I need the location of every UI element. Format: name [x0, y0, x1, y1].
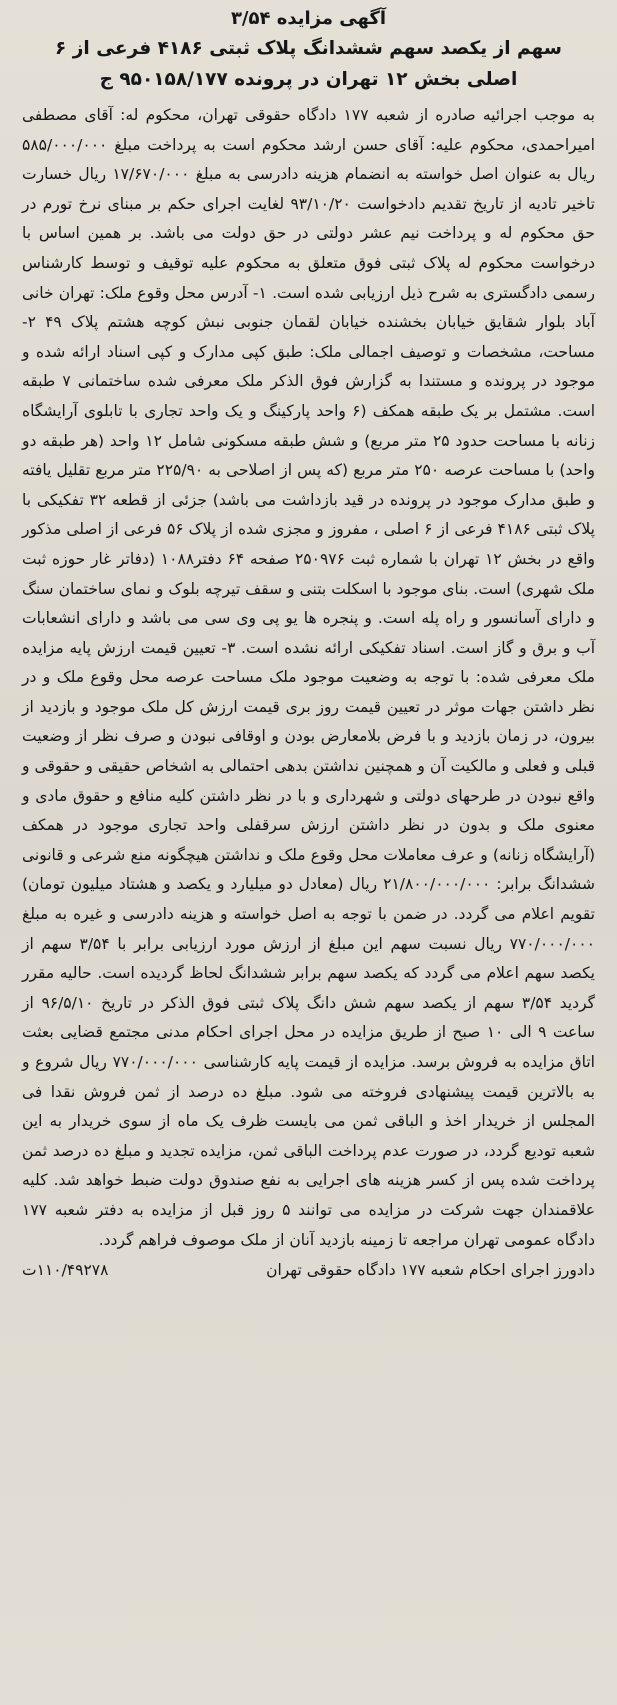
- notice-subtitle: [22, 33, 595, 95]
- subtitle-line-1: سهم از یکصد سهم ششدانگ پلاک ثبتی ۴۱۸۶ فرعی از ۶: [55, 38, 562, 59]
- notice-title: آگهی مزایده ۳/۵۴: [230, 8, 387, 29]
- subtitle-line-2: اصلی بخش ۱۲ تهران در پرونده ۹۵۰۱۵۸/۱۷۷ ج: [99, 69, 518, 90]
- notice-signature: دادورز اجرای احکام شعبه ۱۷۷ دادگاه حقوقی تهران: [266, 1261, 595, 1280]
- notice-body: به موجب اجرائیه صادره از شعبه ۱۷۷ دادگاه حقوقی تهران، محکوم له: آقای مصطفی امیراحمدی، محکوم علیه: آقای حسن ارشد محکوم است به پرداخت مبلغ ۵۸۵/۰۰۰/۰۰۰ ریال به عنوان اصل خواسته به انضمام هزینه دادرسی به مبلغ ۱۷/۶۷۰/۰۰۰ ریال خسارت تاخیر تادیه از تاریخ تقدیم دادخواست ۹۳/۱۰/۲۰ لغایت اجرای حکم بر مبنای نرخ تورم در حق محکوم له و پرداخت نیم عشر دولتی در حق دولت می باشد. بر همین اساس با درخواست محکوم له پلاک ثبتی فوق متعلق به محکوم علیه توقیف و توسط کارشناس رسمی دادگستری به شرح ذیل ارزیابی شده است. ۱- آدرس محل وقوع ملک: تهران خانی آباد بلوار شقایق خیابان بخشنده خیابان لقمان جنوبی نبش کوچه هشتم پلاک ۴۹ ۲- مساحت، مشخصات و توصیف اجمالی ملک: طبق کپی مدارک و کپی اسناد ارائه شده و موجود در پرونده و مستندا به گزارش فوق الذکر ملک معرفی شده ساختمانی ۷ طبقه است. مشتمل بر یک طبقه همکف (۶ واحد پارکینگ و یک واحد تجاری با تابلوی آرایشگاه زنانه با مساحت حدود ۲۵ متر مربع) و شش طبقه مسکونی شامل ۱۲ واحد (هر طبقه دو واحد) با مساحت عرصه ۲۵۰ متر مربع (که پس از اصلاحی به ۲۲۵/۹۰ متر مربع تقلیل یافته و طبق مدارک موجود در پرونده در قید بازداشت می باشد) جزئی از قطعه ۳۲ تفکیکی با پلاک ثبتی ۴۱۸۶ فرعی از ۶ اصلی ، مفروز و مجزی شده از پلاک ۵۶ فرعی از اصلی مذکور واقع در بخش ۱۲ تهران با شماره ثبت ۲۵۰۹۷۶ صفحه ۶۴ دفتر۱۰۸۸ (دفاتر غار حوزه ثبت ملک شهری) است. بنای موجود با اسکلت بتنی و سقف تیرچه بلوک و نمای ساختمان سنگ و دارای آسانسور و راه پله است. و پنجره ها یو پی وی سی می باشد و دارای انشعابات آب و برق و گاز است. اسناد تفکیکی ارائه نشده است. ۳- تعیین قیمت ارزش پایه مزایده ملک معرفی شده: با توجه به وضعیت موجود ملک مساحت عرصه محل وقوع ملک و در نظر داشتن جهات موثر در تعیین قیمت روز بری قیمت ارزش کل ملک موجود و بازدید از بیرون، در زمان بازدید و با فرض بلامعارض بودن و اوقافی نبودن و صرف نظر از وضعیت قبلی و فعلی و مالکیت آن و همچنین نداشتن بدهی احتمالی به اشخاص حقیقی و حقوقی و واقع نبودن در طرحهای دولتی و شهرداری و با در نظر داشتن کلیه منافع و حقوق مادی و معنوی ملک و بدون در نظر داشتن ارزش سرقفلی واحد تجاری موجود در همکف (آرایشگاه زنانه) و عرف معاملات محل وقوع ملک و نداشتن هیچگونه منع شرعی و قانونی ششدانگ برابر: ۲۱/۸۰۰/۰۰۰/۰۰۰ ریال (معادل دو میلیارد و یکصد و هشتاد میلیون تومان) تقویم اعلام می گردد. در ضمن با توجه به اصل خواسته و هزینه دادرسی و غیره به مبلغ ۷۷۰/۰۰۰/۰۰۰ ریال نسبت سهم این مبلغ از ارزش مورد ارزیابی برابر با ۳/۵۴ سهم از یکصد سهم اعلام می گردد که یکصد سهم برابر ششدانگ لحاظ گردیده است. حالیه مقرر گردید ۳/۵۴ سهم از یکصد سهم شش دانگ پلاک ثبتی فوق الذکر در تاریخ ۹۶/۵/۱۰ از ساعت ۹ الی ۱۰ صبح از طریق مزایده در محل اجرای احکام مدنی مجتمع قضایی بعثت اتاق مزایده به فروش برسد. مزایده از قیمت پایه کارشناسی ۷۷۰/۰۰۰/۰۰۰ ریال شروع و به بالاترین قیمت پیشنهادی فروخته می شود. مبلغ ده درصد از ثمن فروش نقدا فی المجلس از خریدار اخذ و الباقی ثمن می بایست ظرف یک ماه از سوی خریدار به این شعبه تودیع گردد، در صورت عدم پرداخت الباقی ثمن، مزایده تجدید و مبلغ ده درصد ثمن پرداخت شده پس از کسر هزینه های اجرایی به نفع صندوق دولت ضبط خواهد شد. کلیه علاقمندان جهت شرکت در مزایده می توانند ۵ روز قبل از مزایده به دفتر شعبه ۱۷۷ دادگاه عمومی تهران مراجعه تا زمینه بازدید آنان از ملک موصوف فراهم گردد.: [22, 106, 596, 1249]
- notice-footer: [22, 1255, 595, 1285]
- notice-reference: ۱۱۰/۴۹۲۷۸ت: [22, 1261, 109, 1280]
